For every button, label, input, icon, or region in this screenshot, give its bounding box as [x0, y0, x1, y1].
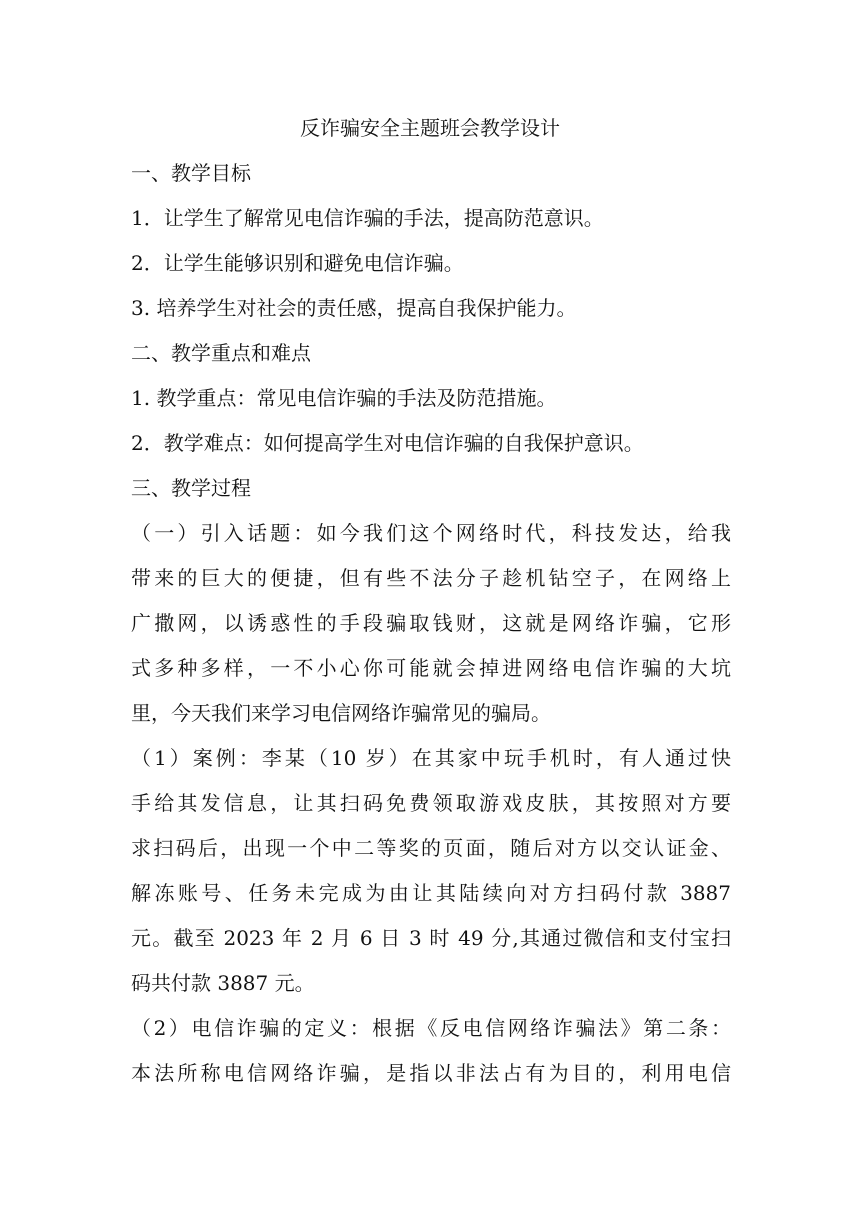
paragraph-line: 式多种多样，一不小心你可能就会掉进网络电信诈骗的大坑	[131, 656, 731, 680]
section-heading-objectives: 一、教学目标	[131, 161, 251, 185]
case-paragraph-line: 解冻账号、任务未完成为由让其陆续向对方扫码付款 3887	[131, 881, 731, 905]
paragraph-line: （一）引入话题：如今我们这个网络时代，科技发达，给我	[131, 521, 731, 545]
case-paragraph-line: 手给其发信息，让其扫码免费领取游戏皮肤，其按照对方要	[131, 791, 731, 815]
case-paragraph-line: 码共付款 3887 元。	[131, 971, 315, 995]
case-paragraph-line: （1）案例：李某（10 岁）在其家中玩手机时，有人通过快	[131, 746, 731, 770]
paragraph-line: 里，今天我们来学习电信网络诈骗常见的骗局。	[131, 701, 551, 725]
case-paragraph-line: 求扫码后，出现一个中二等奖的页面，随后对方以交认证金、	[131, 836, 731, 860]
definition-paragraph-line: 本法所称电信网络诈骗，是指以非法占有为目的，利用电信	[131, 1061, 731, 1085]
paragraph-line: 带来的巨大的便捷，但有些不法分子趁机钻空子，在网络上	[131, 566, 731, 590]
objective-item-1: 1．让学生了解常见电信诈骗的手法，提高防范意识。	[131, 206, 604, 230]
case-paragraph-line: 元。截至 2023 年 2 月 6 日 3 时 49 分,其通过微信和支付宝扫	[131, 926, 731, 950]
objective-item-3: 3. 培养学生对社会的责任感，提高自我保护能力。	[131, 296, 577, 320]
key-point-item-2: 2．教学难点：如何提高学生对电信诈骗的自我保护意识。	[131, 431, 644, 455]
objective-item-2: 2．让学生能够识别和避免电信诈骗。	[131, 251, 464, 275]
document-title: 反诈骗安全主题班会教学设计	[300, 116, 560, 140]
section-heading-key-points: 二、教学重点和难点	[131, 341, 311, 365]
section-heading-process: 三、教学过程	[131, 476, 251, 500]
paragraph-line: 广撒网，以诱惑性的手段骗取钱财，这就是网络诈骗，它形	[131, 611, 731, 635]
key-point-item-1: 1. 教学重点：常见电信诈骗的手法及防范措施。	[131, 386, 557, 410]
definition-paragraph-line: （2）电信诈骗的定义：根据《反电信网络诈骗法》第二条：	[131, 1016, 731, 1040]
